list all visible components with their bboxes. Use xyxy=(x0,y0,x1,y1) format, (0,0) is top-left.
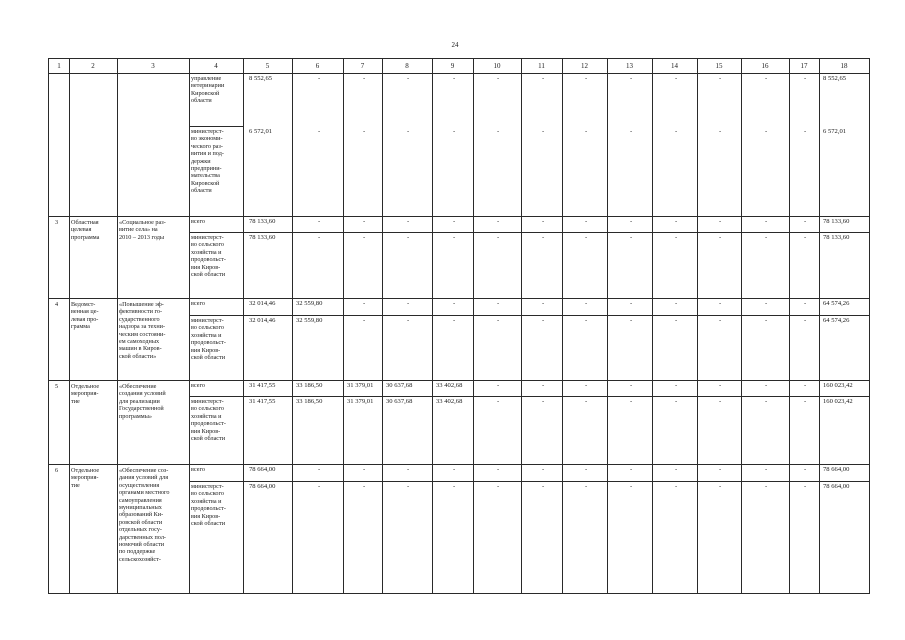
column-divider xyxy=(432,59,433,593)
header-divider xyxy=(49,73,869,74)
column-header: 11 xyxy=(538,62,545,70)
column-header: 10 xyxy=(493,62,501,70)
empty-dash: - xyxy=(675,75,678,82)
subrow-divider xyxy=(189,396,869,397)
empty-dash: - xyxy=(453,300,456,307)
empty-dash: - xyxy=(675,300,678,307)
program-type: Отдельное мероприя- тие xyxy=(71,383,100,405)
column-divider xyxy=(697,59,698,593)
empty-dash: - xyxy=(719,300,722,307)
empty-dash: - xyxy=(765,483,768,490)
empty-dash: - xyxy=(363,466,366,473)
empty-dash: - xyxy=(765,218,768,225)
empty-dash: - xyxy=(497,218,500,225)
subrow-divider xyxy=(189,232,869,233)
program-type: Областная целевая программа xyxy=(71,219,100,241)
empty-dash: - xyxy=(318,218,321,225)
amount-total: 160 023,42 xyxy=(823,382,853,389)
empty-dash: - xyxy=(719,317,722,324)
empty-dash: - xyxy=(453,75,456,82)
amount-total: 64 574,26 xyxy=(823,317,850,324)
empty-dash: - xyxy=(585,300,588,307)
empty-dash: - xyxy=(585,234,588,241)
empty-dash: - xyxy=(765,300,768,307)
executor-cell: управление ветеринарии Кировской области xyxy=(191,75,225,105)
amount-total: 8 552,65 xyxy=(823,75,847,82)
empty-dash: - xyxy=(675,128,678,135)
empty-dash: - xyxy=(585,128,588,135)
amount-2013: 8 552,65 xyxy=(249,75,273,82)
empty-dash: - xyxy=(765,75,768,82)
empty-dash: - xyxy=(765,128,768,135)
program-type: Отдельное мероприя- тие xyxy=(71,467,100,489)
empty-dash: - xyxy=(630,128,633,135)
empty-dash: - xyxy=(318,483,321,490)
empty-dash: - xyxy=(675,483,678,490)
empty-dash: - xyxy=(585,466,588,473)
empty-dash: - xyxy=(719,398,722,405)
empty-dash: - xyxy=(542,483,545,490)
program-name: «Обеспечение соз- дания условий для осуществления органами местного самоуправления муниципальных образований Ки- ровской области отдельных госу- дарственных пол- номочий области по поддержке сельскохозяйст- xyxy=(119,467,170,563)
empty-dash: - xyxy=(719,382,722,389)
column-divider xyxy=(243,59,244,593)
row-divider xyxy=(49,464,869,465)
empty-dash: - xyxy=(542,317,545,324)
empty-dash: - xyxy=(585,483,588,490)
empty-dash: - xyxy=(363,234,366,241)
empty-dash: - xyxy=(318,234,321,241)
empty-dash: - xyxy=(719,75,722,82)
empty-dash: - xyxy=(542,466,545,473)
empty-dash: - xyxy=(804,382,807,389)
empty-dash: - xyxy=(630,317,633,324)
empty-dash: - xyxy=(630,483,633,490)
empty-dash: - xyxy=(497,300,500,307)
empty-dash: - xyxy=(585,382,588,389)
column-divider xyxy=(741,59,742,593)
empty-dash: - xyxy=(719,466,722,473)
amount-total: 64 574,26 xyxy=(823,300,850,307)
empty-dash: - xyxy=(453,483,456,490)
budget-table xyxy=(48,58,870,594)
amount-year-cell: 30 637,68 xyxy=(386,382,413,389)
amount-year-cell: 30 637,68 xyxy=(386,398,413,405)
program-name: «Обеспечение создания условий для реализации Государственной программы» xyxy=(119,383,166,420)
empty-dash: - xyxy=(719,218,722,225)
program-name: «Социальное раз- витие села» на 2010 – 2013 годы xyxy=(119,219,166,241)
amount-year-cell: 31 379,01 xyxy=(347,398,374,405)
empty-dash: - xyxy=(804,128,807,135)
empty-dash: - xyxy=(407,218,410,225)
empty-dash: - xyxy=(407,466,410,473)
amount-2013: 31 417,55 xyxy=(249,398,276,405)
amount-total: 78 664,00 xyxy=(823,483,850,490)
amount-2013: 32 014,46 xyxy=(249,300,276,307)
empty-dash: - xyxy=(363,75,366,82)
empty-dash: - xyxy=(497,234,500,241)
empty-dash: - xyxy=(630,300,633,307)
empty-dash: - xyxy=(542,218,545,225)
empty-dash: - xyxy=(765,398,768,405)
empty-dash: - xyxy=(497,398,500,405)
executor-cell: министерст- во сельского хозяйства и продовольст- вия Киров- ской области xyxy=(191,398,226,443)
column-divider xyxy=(819,59,820,593)
executor-cell: всего xyxy=(191,218,205,225)
empty-dash: - xyxy=(363,218,366,225)
empty-dash: - xyxy=(630,234,633,241)
empty-dash: - xyxy=(765,317,768,324)
empty-dash: - xyxy=(765,382,768,389)
empty-dash: - xyxy=(675,234,678,241)
amount-total: 160 023,42 xyxy=(823,398,853,405)
empty-dash: - xyxy=(630,382,633,389)
amount-year-cell: 33 186,50 xyxy=(296,382,323,389)
program-type: Ведомст- венная це- левая про- грамма xyxy=(71,301,99,331)
empty-dash: - xyxy=(630,466,633,473)
column-header: 14 xyxy=(671,62,678,70)
column-header: 13 xyxy=(626,62,633,70)
empty-dash: - xyxy=(585,398,588,405)
empty-dash: - xyxy=(804,466,807,473)
empty-dash: - xyxy=(542,75,545,82)
empty-dash: - xyxy=(407,483,410,490)
column-divider xyxy=(562,59,563,593)
empty-dash: - xyxy=(804,483,807,490)
empty-dash: - xyxy=(585,75,588,82)
page-number: 24 xyxy=(451,41,459,49)
amount-total: 78 664,00 xyxy=(823,466,850,473)
amount-year-cell: 33 186,50 xyxy=(296,398,323,405)
empty-dash: - xyxy=(765,466,768,473)
empty-dash: - xyxy=(497,483,500,490)
empty-dash: - xyxy=(542,300,545,307)
empty-dash: - xyxy=(497,128,500,135)
empty-dash: - xyxy=(719,234,722,241)
column-divider xyxy=(521,59,522,593)
empty-dash: - xyxy=(363,317,366,324)
empty-dash: - xyxy=(719,483,722,490)
empty-dash: - xyxy=(804,234,807,241)
empty-dash: - xyxy=(675,317,678,324)
column-header: 17 xyxy=(800,62,808,70)
executor-cell: всего xyxy=(191,466,205,473)
row-divider xyxy=(49,380,869,381)
column-header: 4 xyxy=(214,62,218,70)
empty-dash: - xyxy=(407,234,410,241)
empty-dash: - xyxy=(453,317,456,324)
empty-dash: - xyxy=(719,128,722,135)
column-divider xyxy=(473,59,474,593)
amount-2013: 6 572,01 xyxy=(249,128,273,135)
empty-dash: - xyxy=(318,128,321,135)
empty-dash: - xyxy=(804,398,807,405)
empty-dash: - xyxy=(363,483,366,490)
empty-dash: - xyxy=(453,234,456,241)
amount-2013: 31 417,55 xyxy=(249,382,276,389)
column-header: 9 xyxy=(450,62,455,70)
amount-2013: 78 664,00 xyxy=(249,483,276,490)
amount-year-cell: 33 402,68 xyxy=(436,382,463,389)
executor-cell: министерст- во сельского хозяйства и продовольст- вия Киров- ской области xyxy=(191,234,226,279)
column-divider xyxy=(607,59,608,593)
amount-year-cell: 32 559,80 xyxy=(296,317,323,324)
empty-dash: - xyxy=(630,218,633,225)
row-number: 5 xyxy=(55,383,59,390)
empty-dash: - xyxy=(675,398,678,405)
column-header: 7 xyxy=(360,62,365,70)
executor-cell: всего xyxy=(191,382,205,389)
column-divider xyxy=(382,59,383,593)
empty-dash: - xyxy=(804,317,807,324)
empty-dash: - xyxy=(363,300,366,307)
empty-dash: - xyxy=(497,75,500,82)
empty-dash: - xyxy=(675,382,678,389)
amount-year-cell: 31 379,01 xyxy=(347,382,374,389)
amount-2013: 78 664,00 xyxy=(249,466,276,473)
empty-dash: - xyxy=(804,300,807,307)
empty-dash: - xyxy=(585,218,588,225)
empty-dash: - xyxy=(630,398,633,405)
executor-cell: министерст- во сельского хозяйства и продовольст- вия Киров- ской области xyxy=(191,483,226,528)
row-number: 6 xyxy=(55,467,59,474)
empty-dash: - xyxy=(407,300,410,307)
amount-2013: 78 133,60 xyxy=(249,218,276,225)
empty-dash: - xyxy=(407,128,410,135)
column-header: 2 xyxy=(91,62,95,70)
empty-dash: - xyxy=(765,234,768,241)
executor-cell: всего xyxy=(191,300,205,307)
amount-total: 6 572,01 xyxy=(823,128,847,135)
empty-dash: - xyxy=(453,466,456,473)
column-divider xyxy=(189,59,190,593)
empty-dash: - xyxy=(542,234,545,241)
row-number: 4 xyxy=(55,301,59,308)
column-header: 16 xyxy=(761,62,769,70)
empty-dash: - xyxy=(453,218,456,225)
empty-dash: - xyxy=(497,466,500,473)
amount-2013: 32 014,46 xyxy=(249,317,276,324)
column-header: 5 xyxy=(265,62,270,70)
empty-dash: - xyxy=(804,75,807,82)
amount-year-cell: 33 402,68 xyxy=(436,398,463,405)
column-header: 3 xyxy=(151,62,155,70)
row-divider xyxy=(49,216,869,217)
column-header: 8 xyxy=(405,62,409,70)
amount-2013: 78 133,60 xyxy=(249,234,276,241)
empty-dash: - xyxy=(585,317,588,324)
column-header: 6 xyxy=(315,62,320,70)
empty-dash: - xyxy=(542,398,545,405)
amount-year-cell: 32 559,80 xyxy=(296,300,323,307)
amount-total: 78 133,60 xyxy=(823,234,850,241)
column-header: 15 xyxy=(715,62,723,70)
program-name: «Повышение эф- фективности го- сударственного надзора за техни- ческим состояни- ем самоходных машин в Киров- ской области» xyxy=(119,301,166,360)
amount-total: 78 133,60 xyxy=(823,218,850,225)
column-header: 12 xyxy=(581,62,588,70)
subrow-divider xyxy=(189,481,869,482)
subrow-divider xyxy=(189,315,869,316)
empty-dash: - xyxy=(630,75,633,82)
row-number: 3 xyxy=(55,219,59,226)
subrow-divider xyxy=(189,126,243,127)
column-divider xyxy=(789,59,790,593)
empty-dash: - xyxy=(318,75,321,82)
empty-dash: - xyxy=(675,466,678,473)
empty-dash: - xyxy=(804,218,807,225)
empty-dash: - xyxy=(407,317,410,324)
column-divider xyxy=(292,59,293,593)
empty-dash: - xyxy=(363,128,366,135)
empty-dash: - xyxy=(542,128,545,135)
column-header: 18 xyxy=(840,62,848,70)
empty-dash: - xyxy=(318,466,321,473)
empty-dash: - xyxy=(497,317,500,324)
column-divider xyxy=(117,59,118,593)
empty-dash: - xyxy=(497,382,500,389)
empty-dash: - xyxy=(407,75,410,82)
executor-cell: министерст- во экономи- ческого раз- вития и под- держки предприни- мательства Кировской области xyxy=(191,128,224,195)
column-divider xyxy=(69,59,70,593)
column-divider xyxy=(652,59,653,593)
empty-dash: - xyxy=(675,218,678,225)
row-divider xyxy=(49,298,869,299)
column-divider xyxy=(343,59,344,593)
executor-cell: министерст- во сельского хозяйства и продовольст- вия Киров- ской области xyxy=(191,317,226,362)
empty-dash: - xyxy=(542,382,545,389)
column-header: 1 xyxy=(57,62,61,70)
empty-dash: - xyxy=(453,128,456,135)
